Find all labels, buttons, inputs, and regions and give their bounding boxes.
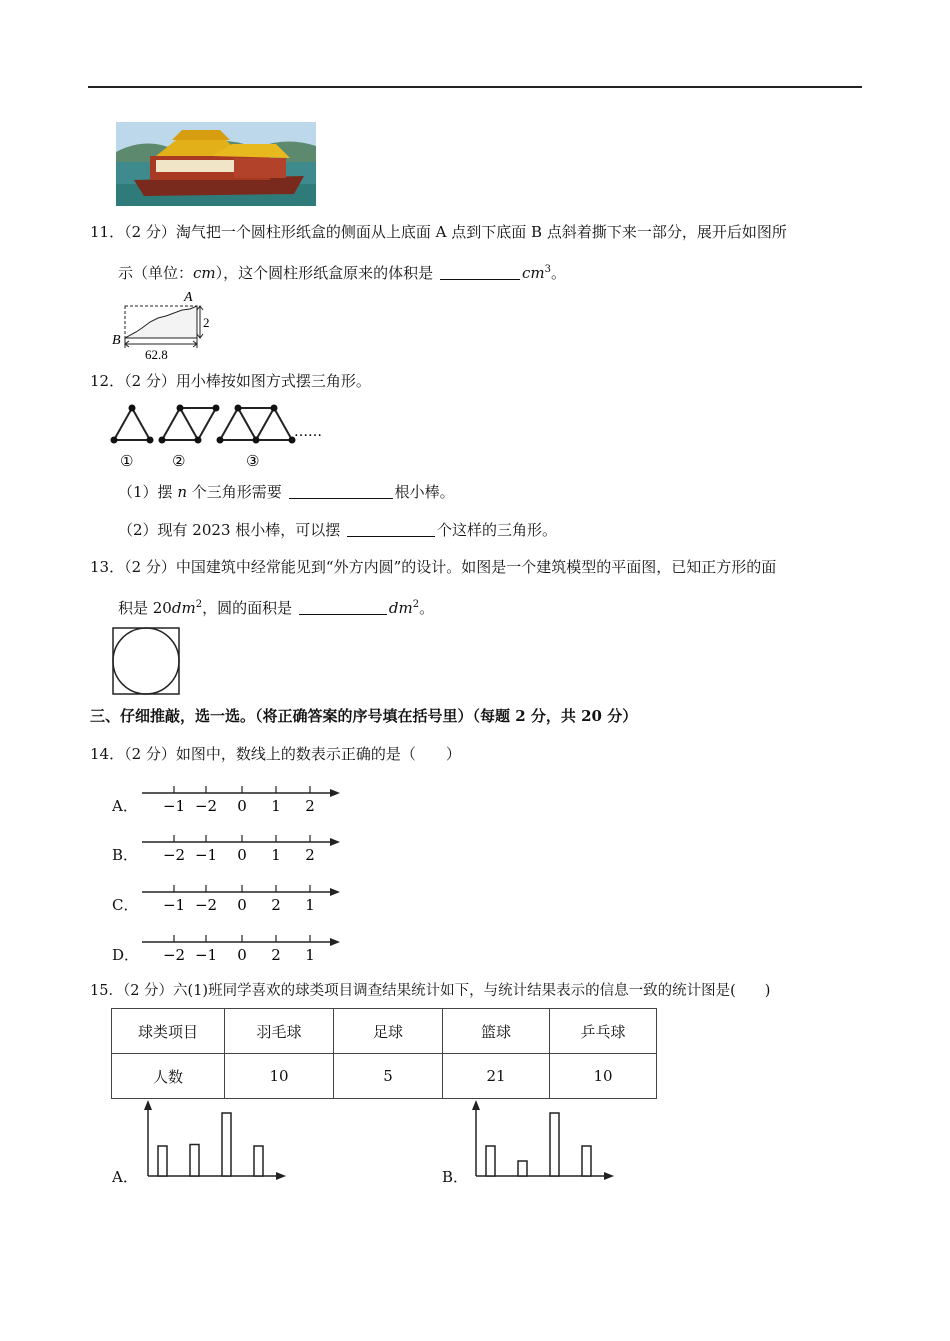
q13-sup: 2 — [195, 599, 203, 610]
table-cell: 5 — [334, 1054, 443, 1099]
q12-triangle-1 — [114, 408, 150, 440]
tick-label: 2 — [305, 846, 315, 864]
tick-label: −2 — [162, 846, 186, 864]
q11-strip — [125, 306, 197, 338]
q14-number-line — [140, 882, 350, 918]
table-cell: 10 — [550, 1054, 657, 1099]
tick-label: −1 — [162, 896, 186, 914]
q11-line1: 11．（2 分）淘气把一个圆柱形纸盒的侧面从上底面 A 点到下底面 B 点斜着撕下来一部分，展开后如图所 — [90, 223, 787, 241]
tick-label: −1 — [194, 946, 218, 964]
chart-b-bar-1 — [486, 1146, 495, 1176]
section3-heading: 三、仔细推敲，选一选。（将正确答案的序号填在括号里）（每题 2 分，共 20 分） — [90, 707, 638, 725]
tick-label: −2 — [194, 797, 218, 815]
tick-label: 0 — [237, 797, 247, 815]
q12-part1 — [118, 482, 455, 502]
q11-sup: 3 — [544, 264, 551, 275]
table-cell: 21 — [443, 1054, 550, 1099]
q11-label-width: 62.8 — [145, 347, 168, 362]
q13-line2-mid: ，圆的面积是 — [202, 599, 293, 617]
q15-stem: 15．（2 分）六(1)班同学喜欢的球类项目调查结果统计如下，与统计结果表示的信息一致的统计图是( ) — [90, 983, 771, 999]
header-rule — [88, 86, 862, 88]
q11-line2-mid: ），这个圆柱形纸盒原来的体积是 — [215, 264, 434, 282]
q15-chart-a[interactable] — [140, 1098, 290, 1184]
tick-label: 2 — [271, 896, 281, 914]
q13-line2-pre: 积是 20 — [118, 599, 172, 617]
q12-label-1: ① — [120, 452, 134, 470]
chart-a-bar-3 — [222, 1113, 231, 1176]
q12-part2 — [118, 520, 557, 540]
q13-unit: dm — [171, 599, 196, 617]
arrow-head-icon — [276, 1172, 286, 1180]
table-cell: 人数 — [112, 1054, 225, 1099]
q13-answer-sup: 2 — [412, 599, 420, 610]
table-cell: 球类项目 — [112, 1009, 225, 1054]
q12-dots: …… — [294, 424, 322, 440]
arrow-head-icon — [604, 1172, 614, 1180]
q11-figure — [108, 288, 218, 364]
q12-part1-blank[interactable] — [289, 482, 393, 499]
q14-option-letter: D． — [112, 946, 140, 964]
arrow-head-icon — [330, 838, 340, 846]
q12-part1-pre: （1）摆 — [118, 483, 173, 501]
q14-number-line — [140, 783, 350, 819]
chart-b-bar-3 — [550, 1113, 559, 1176]
chart-b-bar-4 — [582, 1146, 591, 1176]
q11-end: 。 — [550, 264, 566, 282]
q15-option-a-letter[interactable]: A． — [112, 1168, 138, 1186]
arrow-head-icon — [330, 938, 340, 946]
table-cell: 羽毛球 — [225, 1009, 334, 1054]
tick-label: 1 — [271, 797, 281, 815]
q11-unit: cm — [193, 264, 216, 282]
q14-option-letter: C． — [112, 896, 139, 914]
q14-option-b[interactable] — [110, 832, 350, 868]
arrow-head-icon — [472, 1100, 480, 1110]
q12-triangle-3 — [220, 408, 292, 440]
chart-b-bar-2 — [518, 1161, 527, 1176]
tick-label: −1 — [162, 797, 186, 815]
tick-label: 1 — [305, 896, 315, 914]
q14-option-c[interactable] — [110, 882, 350, 918]
q12-stem: 12．（2 分）用小棒按如图方式摆三角形。 — [90, 372, 371, 390]
table-cell: 乒乓球 — [550, 1009, 657, 1054]
q14-number-line — [140, 932, 350, 968]
q12-label-3: ③ — [246, 452, 260, 470]
arrow-head-icon — [144, 1100, 152, 1110]
q11-line2 — [118, 260, 566, 283]
tick-label: 1 — [271, 846, 281, 864]
tick-label: 2 — [271, 946, 281, 964]
q11-line2-pre: 示（单位： — [118, 264, 194, 282]
q11-label-a: A — [184, 290, 193, 305]
arrow-head-icon — [330, 789, 340, 797]
tick-label: 0 — [237, 846, 247, 864]
q14-option-letter: A． — [112, 797, 138, 815]
q11-answer-unit: cm — [521, 264, 545, 282]
table-row — [112, 1009, 657, 1054]
q13-end: 。 — [419, 599, 435, 617]
tick-label: 0 — [237, 946, 247, 964]
table-cell: 足球 — [334, 1009, 443, 1054]
chart-a-bar-1 — [158, 1146, 167, 1176]
q11-label-height: 2 — [203, 315, 210, 330]
q12-figure — [108, 402, 338, 474]
q15-option-b-letter[interactable]: B． — [442, 1168, 469, 1186]
q15-chart-b[interactable] — [468, 1098, 618, 1184]
q13-line2 — [118, 595, 434, 618]
tick-label: −2 — [162, 946, 186, 964]
tick-label: 0 — [237, 896, 247, 914]
arrow-head-icon — [330, 888, 340, 896]
table-row — [112, 1054, 657, 1099]
table-cell: 篮球 — [443, 1009, 550, 1054]
q14-option-letter: B． — [112, 846, 139, 864]
q13-line1: 13．（2 分）中国建筑中经常能见到“外方内圆”的设计。如图是一个建筑模型的平面图，已知正方形的面 — [90, 558, 777, 576]
q13-answer-unit: dm — [388, 599, 413, 617]
q14-option-d[interactable] — [110, 932, 350, 968]
table-cell: 10 — [225, 1054, 334, 1099]
q11-answer-blank[interactable] — [440, 263, 520, 280]
tick-label: 1 — [305, 946, 315, 964]
q13-circle — [113, 628, 179, 694]
q13-answer-blank[interactable] — [299, 598, 387, 615]
chart-a-bar-4 — [254, 1146, 263, 1176]
q12-part1-end: 根小棒。 — [394, 483, 455, 501]
q11-label-b: B — [112, 333, 121, 348]
q12-part2-end: 个这样的三角形。 — [437, 521, 558, 539]
q14-option-a[interactable] — [110, 783, 350, 819]
q12-part2-pre: （2）现有 2023 根小棒，可以摆 — [118, 521, 341, 539]
boat-photo — [116, 122, 316, 206]
q15-table — [111, 1008, 657, 1099]
q12-part1-var: n — [177, 483, 187, 501]
q13-figure — [112, 627, 182, 695]
tick-label: −2 — [194, 896, 218, 914]
q12-part1-mid: 个三角形需要 — [191, 483, 282, 501]
q12-triangle-2 — [162, 408, 216, 440]
q12-part2-blank[interactable] — [347, 520, 435, 537]
q12-label-2: ② — [172, 452, 186, 470]
tick-label: 2 — [305, 797, 315, 815]
q14-stem: 14．（2 分）如图中，数线上的数表示正确的是（ ） — [90, 745, 461, 763]
q14-number-line — [140, 832, 350, 868]
tick-label: −1 — [194, 846, 218, 864]
chart-a-bar-2 — [190, 1145, 199, 1177]
